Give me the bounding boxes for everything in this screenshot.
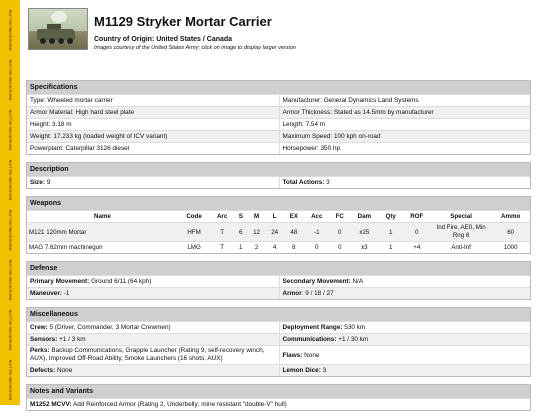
section-heading: Specifications <box>27 81 530 94</box>
misc-flaws: Flaws: None <box>279 345 531 364</box>
weapon-ammo: 1000 <box>491 242 530 254</box>
spec-height: Height: 3.18 m <box>27 118 279 130</box>
col-header: L <box>266 211 284 223</box>
table-row <box>27 242 530 254</box>
weapon-ex: 48 <box>284 223 304 242</box>
misc-deployment-range: Deployment Range: 530 km <box>279 321 531 333</box>
sidebar-label: MAKEDEVINE HELLION <box>8 109 13 151</box>
col-header: ROF <box>403 211 431 223</box>
weapon-m: 12 <box>248 223 266 242</box>
spec-manufacturer: Manufacturer: General Dynamics Land Systems <box>279 94 531 106</box>
notes-section <box>26 384 531 411</box>
weapon-rof: 0 <box>403 223 431 242</box>
col-header: Arc <box>210 211 234 223</box>
vehicle-thumbnail[interactable] <box>28 8 88 50</box>
weapon-s: 6 <box>234 223 248 242</box>
table-row <box>27 223 530 242</box>
page-header <box>26 0 531 80</box>
weapon-dam: x25 <box>350 223 379 242</box>
weapon-fc: 0 <box>330 223 350 242</box>
specifications-section <box>26 80 531 155</box>
weapon-m: 2 <box>248 242 266 254</box>
col-header: Dam <box>350 211 379 223</box>
sidebar-label: MAKEDEVINE HELLION <box>8 259 13 301</box>
weapon-acc: -1 <box>304 223 330 242</box>
misc-communications: Communications: +1 / 30 km <box>279 333 531 345</box>
defense-primary-movement: Primary Movement: Ground 6/11 (64 kph) <box>27 275 279 287</box>
spec-length: Length: 7.54 m <box>279 118 531 130</box>
col-header: Code <box>178 211 210 223</box>
col-header: Name <box>27 211 178 223</box>
smoke-shape <box>51 11 67 23</box>
section-heading: Description <box>27 163 530 176</box>
col-header: Qty <box>379 211 403 223</box>
misc-defects: Defects: None <box>27 364 279 376</box>
spec-max-speed: Maximum Speed: 100 kph on-road <box>279 130 531 142</box>
spec-armor-material: Armor Material: High hard steel plate <box>27 106 279 118</box>
weapon-special: Ind Fire, AE0, Min Rng 6 <box>431 223 491 242</box>
weapon-fc: 0 <box>330 242 350 254</box>
section-heading: Defense <box>27 262 530 275</box>
col-header: FC <box>330 211 350 223</box>
defense-maneuver: Maneuver: -1 <box>27 287 279 299</box>
sidebar-label: MAKEDEVINE HELLION <box>8 9 13 51</box>
weapon-special: Anti-Inf <box>431 242 491 254</box>
weapon-code: HFM <box>178 223 210 242</box>
weapon-name: M121 120mm Mortar <box>27 223 178 242</box>
miscellaneous-section <box>26 307 531 377</box>
weapon-l: 24 <box>266 223 284 242</box>
weapon-arc: T <box>210 223 234 242</box>
notes-variant: M1252 MCVV: Add Reinforced Armor (Rating 2, Underbelly; mine resistant "double-V" hull) <box>27 398 530 410</box>
spec-powerplant: Powerplant: Caterpillar 3126 diesel <box>27 142 279 154</box>
page-title: M1129 Stryker Mortar Carrier <box>94 14 272 29</box>
wheel-icon <box>67 38 73 44</box>
desc-size: Size: 9 <box>27 176 279 188</box>
sidebar-label: MAKEDEVINE HELLION <box>8 159 13 201</box>
spec-horsepower: Horsepower: 350 hp <box>279 142 531 154</box>
weapon-s: 1 <box>234 242 248 254</box>
spec-type: Type: Wheeled mortar carrier <box>27 94 279 106</box>
section-heading: Miscellaneous <box>27 308 530 321</box>
wheel-icon <box>58 38 64 44</box>
wheel-icon <box>40 38 46 44</box>
col-header: EX <box>284 211 304 223</box>
weapon-acc: 0 <box>304 242 330 254</box>
weapon-rof: +4 <box>403 242 431 254</box>
desc-total-actions: Total Actions: 3 <box>279 176 531 188</box>
sidebar-label: MAKEDEVINE HELLION <box>8 359 13 401</box>
weapons-table <box>27 210 530 253</box>
spec-weight: Weight: 17,233 kg (loaded weight of ICV variant) <box>27 130 279 142</box>
weapons-section <box>26 196 531 254</box>
weapon-ammo: 60 <box>491 223 530 242</box>
misc-crew: Crew: 5 (Driver, Commander, 3 Mortar Crewmen) <box>27 321 279 333</box>
weapon-qty: 1 <box>379 223 403 242</box>
image-courtesy: Images courtesy of the United States Army; click on image to display larger version <box>94 45 296 51</box>
misc-lemon-dice: Lemon Dice: 3 <box>279 364 531 376</box>
sidebar-label: MAKEDEVINE HELLION <box>8 59 13 101</box>
weapon-dam: x3 <box>350 242 379 254</box>
col-header: S <box>234 211 248 223</box>
wheel-icon <box>49 38 55 44</box>
col-header: M <box>248 211 266 223</box>
sidebar-label: MAKEDEVINE HELLION <box>8 209 13 251</box>
sidebar <box>0 0 20 405</box>
weapon-arc: T <box>210 242 234 254</box>
weapon-l: 4 <box>266 242 284 254</box>
country-of-origin: Country of Origin: United States / Canada <box>94 36 233 43</box>
weapon-code: LMG <box>178 242 210 254</box>
section-heading: Notes and Variants <box>27 385 530 398</box>
description-section <box>26 162 531 189</box>
col-header: Special <box>431 211 491 223</box>
section-heading: Weapons <box>27 197 530 210</box>
spec-armor-thickness: Armor Thickness: Stated as 14.5mm by manufacturer <box>279 106 531 118</box>
weapon-name: MAG 7.62mm machinegun <box>27 242 178 254</box>
col-header: Acc <box>304 211 330 223</box>
main-content <box>26 0 531 418</box>
defense-armor: Armor: 9 / 18 / 27 <box>279 287 531 299</box>
defense-secondary-movement: Secondary Movement: N/A <box>279 275 531 287</box>
misc-sensors: Sensors: +1 / 3 km <box>27 333 279 345</box>
defense-section <box>26 261 531 300</box>
weapon-ex: 8 <box>284 242 304 254</box>
sidebar-label: MAKEDEVINE HELLION <box>8 309 13 351</box>
misc-perks: Perks: Backup Communications, Grapple Launcher (Rating 9, self-recovery winch, AUX), Improved Off-Road Ability, Smoke Launchers (16 shots, AUX) <box>27 345 279 364</box>
col-header: Ammo <box>491 211 530 223</box>
weapon-qty: 1 <box>379 242 403 254</box>
